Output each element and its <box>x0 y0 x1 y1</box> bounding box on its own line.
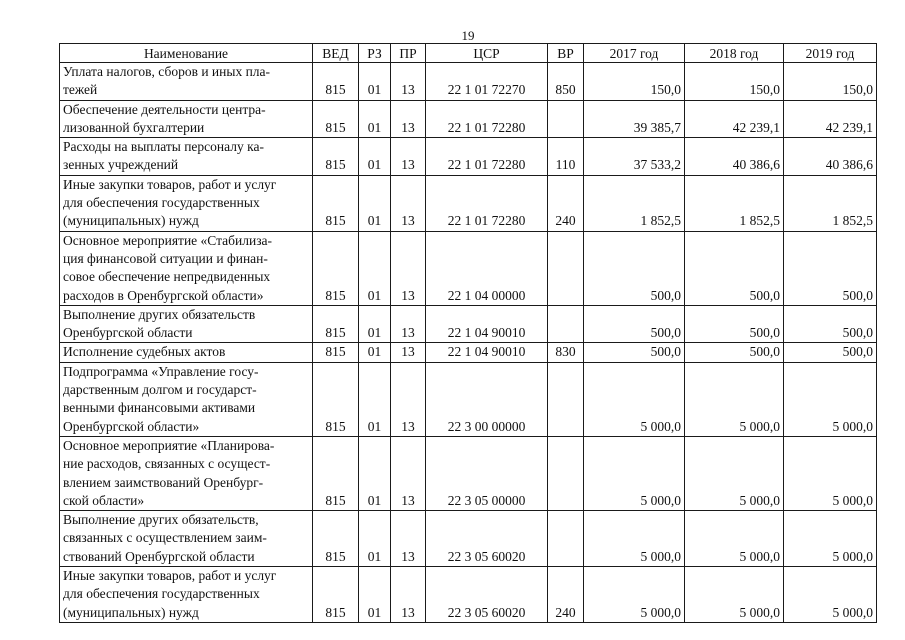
cell-pr: 13 <box>391 175 426 231</box>
column-header-ved: ВЕД <box>313 44 359 63</box>
cell-pr: 13 <box>391 100 426 138</box>
column-header-2019: 2019 год <box>784 44 877 63</box>
cell-vr <box>548 100 584 138</box>
table-body <box>60 63 877 623</box>
budget-table <box>59 43 877 623</box>
cell-pr: 13 <box>391 362 426 436</box>
cell-2017: 500,0 <box>584 343 685 362</box>
cell-pr: 13 <box>391 567 426 623</box>
cell-ved: 815 <box>313 567 359 623</box>
cell-2018: 5 000,0 <box>685 436 784 510</box>
cell-vr <box>548 436 584 510</box>
cell-name: Расходы на выплаты персоналу ка- зенных учреждений <box>60 138 313 176</box>
cell-2017: 5 000,0 <box>584 436 685 510</box>
cell-2019: 150,0 <box>784 63 877 101</box>
cell-csr: 22 3 05 00000 <box>426 436 548 510</box>
cell-2017: 39 385,7 <box>584 100 685 138</box>
cell-pr: 13 <box>391 63 426 101</box>
cell-2019: 500,0 <box>784 231 877 305</box>
cell-name: Основное мероприятие «Планирова- ние расходов, связанных с осущест- влением заимствований Оренбург- ской области» <box>60 436 313 510</box>
cell-name: Обеспечение деятельности центра- лизованной бухгалтерии <box>60 100 313 138</box>
cell-2017: 1 852,5 <box>584 175 685 231</box>
cell-2019: 500,0 <box>784 343 877 362</box>
cell-ved: 815 <box>313 511 359 567</box>
column-header-vr: ВР <box>548 44 584 63</box>
cell-pr: 13 <box>391 138 426 176</box>
cell-ved: 815 <box>313 231 359 305</box>
cell-rz: 01 <box>359 100 391 138</box>
column-header-2017: 2017 год <box>584 44 685 63</box>
cell-ved: 815 <box>313 138 359 176</box>
cell-rz: 01 <box>359 343 391 362</box>
cell-csr: 22 1 04 90010 <box>426 305 548 343</box>
cell-rz: 01 <box>359 305 391 343</box>
cell-2019: 500,0 <box>784 305 877 343</box>
cell-2018: 500,0 <box>685 231 784 305</box>
page-number: 19 <box>461 28 475 43</box>
cell-rz: 01 <box>359 138 391 176</box>
cell-name: Исполнение судебных актов <box>60 343 313 362</box>
cell-2018: 500,0 <box>685 305 784 343</box>
cell-csr: 22 1 04 00000 <box>426 231 548 305</box>
cell-2018: 1 852,5 <box>685 175 784 231</box>
cell-name: Иные закупки товаров, работ и услуг для обеспечения государственных (муниципальных) нужд <box>60 567 313 623</box>
table-row <box>60 343 877 362</box>
cell-2019: 5 000,0 <box>784 436 877 510</box>
cell-pr: 13 <box>391 436 426 510</box>
cell-2019: 42 239,1 <box>784 100 877 138</box>
table-row <box>60 567 877 623</box>
cell-2017: 500,0 <box>584 305 685 343</box>
cell-vr <box>548 362 584 436</box>
table-row <box>60 436 877 510</box>
column-header-2018: 2018 год <box>685 44 784 63</box>
cell-vr: 240 <box>548 175 584 231</box>
table-row <box>60 100 877 138</box>
cell-2019: 5 000,0 <box>784 567 877 623</box>
cell-csr: 22 3 05 60020 <box>426 567 548 623</box>
cell-vr: 110 <box>548 138 584 176</box>
cell-2017: 37 533,2 <box>584 138 685 176</box>
cell-rz: 01 <box>359 175 391 231</box>
cell-2019: 1 852,5 <box>784 175 877 231</box>
cell-name: Подпрограмма «Управление госу- дарственным долгом и государст- венными финансовыми активами Оренбургской области» <box>60 362 313 436</box>
table-header-row <box>60 44 877 63</box>
column-header-rz: РЗ <box>359 44 391 63</box>
cell-vr <box>548 511 584 567</box>
cell-2017: 150,0 <box>584 63 685 101</box>
cell-pr: 13 <box>391 305 426 343</box>
cell-2018: 5 000,0 <box>685 567 784 623</box>
cell-csr: 22 1 01 72280 <box>426 175 548 231</box>
cell-csr: 22 3 00 00000 <box>426 362 548 436</box>
cell-rz: 01 <box>359 231 391 305</box>
table-row <box>60 305 877 343</box>
cell-2019: 5 000,0 <box>784 362 877 436</box>
cell-ved: 815 <box>313 343 359 362</box>
cell-2017: 500,0 <box>584 231 685 305</box>
column-header-pr: ПР <box>391 44 426 63</box>
column-header-name: Наименование <box>60 44 313 63</box>
cell-ved: 815 <box>313 305 359 343</box>
cell-csr: 22 1 01 72280 <box>426 100 548 138</box>
cell-2017: 5 000,0 <box>584 362 685 436</box>
cell-name: Основное мероприятие «Стабилиза- ция финансовой ситуации и финан- совое обеспечение непредвиденных расходов в Оренбургской области» <box>60 231 313 305</box>
cell-vr <box>548 305 584 343</box>
cell-name: Выполнение других обязательств Оренбургской области <box>60 305 313 343</box>
table-row <box>60 138 877 176</box>
table-row <box>60 231 877 305</box>
column-header-csr: ЦСР <box>426 44 548 63</box>
cell-ved: 815 <box>313 175 359 231</box>
cell-csr: 22 1 01 72280 <box>426 138 548 176</box>
cell-2017: 5 000,0 <box>584 511 685 567</box>
cell-2017: 5 000,0 <box>584 567 685 623</box>
cell-csr: 22 1 04 90010 <box>426 343 548 362</box>
cell-rz: 01 <box>359 436 391 510</box>
cell-2018: 42 239,1 <box>685 100 784 138</box>
cell-2018: 500,0 <box>685 343 784 362</box>
table-row <box>60 175 877 231</box>
cell-rz: 01 <box>359 567 391 623</box>
cell-pr: 13 <box>391 231 426 305</box>
cell-rz: 01 <box>359 511 391 567</box>
cell-vr: 240 <box>548 567 584 623</box>
table-row <box>60 511 877 567</box>
cell-name: Иные закупки товаров, работ и услуг для обеспечения государственных (муниципальных) нужд <box>60 175 313 231</box>
cell-ved: 815 <box>313 436 359 510</box>
cell-name: Выполнение других обязательств, связанных с осуществлением заим- ствований Оренбургской области <box>60 511 313 567</box>
cell-vr: 830 <box>548 343 584 362</box>
table-row <box>60 362 877 436</box>
cell-csr: 22 3 05 60020 <box>426 511 548 567</box>
cell-2018: 150,0 <box>685 63 784 101</box>
cell-rz: 01 <box>359 63 391 101</box>
cell-2019: 5 000,0 <box>784 511 877 567</box>
cell-rz: 01 <box>359 362 391 436</box>
cell-csr: 22 1 01 72270 <box>426 63 548 101</box>
cell-2018: 40 386,6 <box>685 138 784 176</box>
cell-2018: 5 000,0 <box>685 362 784 436</box>
cell-ved: 815 <box>313 63 359 101</box>
cell-ved: 815 <box>313 362 359 436</box>
cell-pr: 13 <box>391 511 426 567</box>
table-row <box>60 63 877 101</box>
cell-2018: 5 000,0 <box>685 511 784 567</box>
cell-name: Уплата налогов, сборов и иных пла- тежей <box>60 63 313 101</box>
cell-vr <box>548 231 584 305</box>
cell-2019: 40 386,6 <box>784 138 877 176</box>
cell-pr: 13 <box>391 343 426 362</box>
cell-vr: 850 <box>548 63 584 101</box>
cell-ved: 815 <box>313 100 359 138</box>
